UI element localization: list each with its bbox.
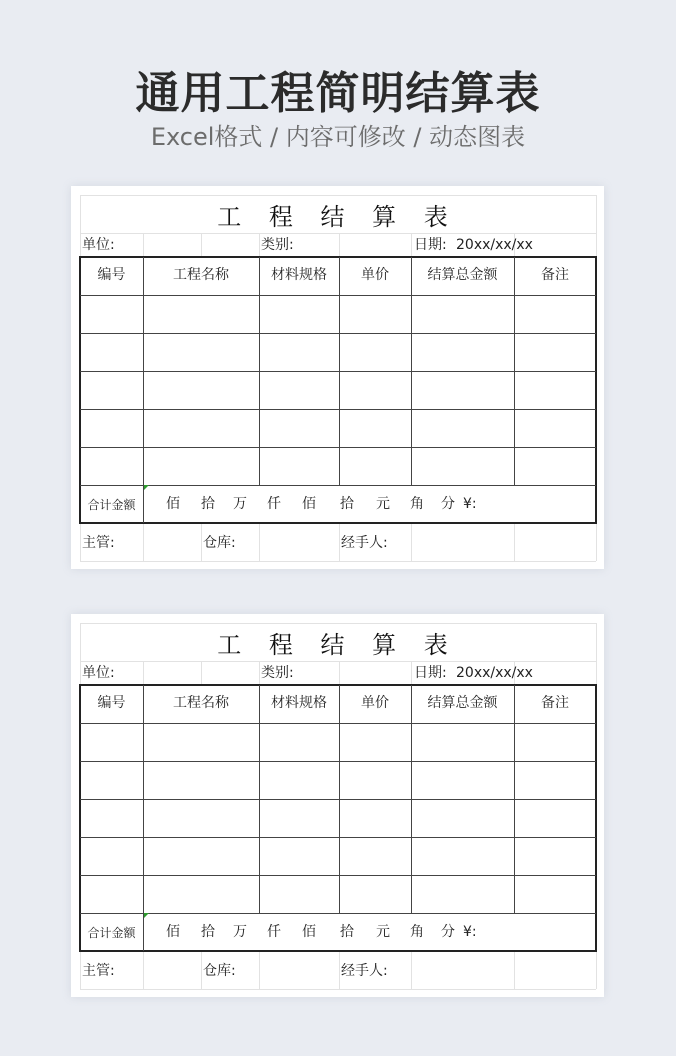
table-cell[interactable]	[412, 762, 514, 799]
table-cell[interactable]	[412, 334, 514, 371]
table-cell[interactable]	[144, 762, 259, 799]
table-row-line	[80, 913, 596, 914]
amount-unit: 佰	[166, 496, 180, 512]
table-cell[interactable]	[81, 372, 143, 409]
table-cell[interactable]	[144, 296, 259, 333]
table-cell[interactable]	[81, 762, 143, 799]
warehouse-label: 仓库:	[203, 963, 236, 979]
total-label: 合计金额	[87, 498, 136, 512]
table-cell[interactable]	[412, 724, 514, 761]
grid-line	[411, 951, 412, 989]
supervisor-label: 主管:	[82, 963, 115, 979]
amount-unit: 仟	[267, 924, 281, 940]
grid-line	[143, 233, 144, 257]
cell-comment-marker	[144, 485, 149, 490]
cell-comment-marker	[144, 913, 149, 918]
table-cell[interactable]	[515, 762, 596, 799]
category-label: 类别:	[261, 665, 294, 681]
category-label: 类别:	[261, 237, 294, 253]
unit-label: 单位:	[82, 665, 115, 681]
table-cell[interactable]	[144, 800, 259, 837]
supervisor-label: 主管:	[82, 535, 115, 551]
table-cell[interactable]	[412, 876, 514, 913]
table-cell[interactable]	[81, 296, 143, 333]
table-cell[interactable]	[144, 448, 259, 485]
table-cell[interactable]	[260, 762, 339, 799]
column-header: 单价	[361, 267, 389, 283]
table-cell[interactable]	[515, 372, 596, 409]
table-cell[interactable]	[515, 876, 596, 913]
table-cell[interactable]	[81, 410, 143, 447]
grid-line	[201, 951, 202, 989]
total-label: 合计金额	[87, 926, 136, 940]
grid-line	[411, 523, 412, 561]
table-cell[interactable]	[340, 724, 411, 761]
table-cell[interactable]	[260, 724, 339, 761]
table-cell[interactable]	[412, 448, 514, 485]
amount-unit: 元	[376, 924, 390, 940]
table-cell[interactable]	[81, 876, 143, 913]
table-col-line	[143, 485, 144, 523]
grid-line	[411, 233, 412, 257]
amount-unit: 元	[376, 496, 390, 512]
grid-line	[201, 233, 202, 257]
sheet-title: 工 程 结 算 表	[217, 631, 458, 659]
table-cell[interactable]	[340, 448, 411, 485]
column-header: 工程名称	[173, 695, 229, 711]
table-cell[interactable]	[144, 838, 259, 875]
grid-line	[143, 523, 144, 561]
table-cell[interactable]	[515, 838, 596, 875]
table-cell[interactable]	[144, 334, 259, 371]
table-cell[interactable]	[144, 724, 259, 761]
grid-line	[80, 989, 596, 990]
settlement-sheet-1	[71, 186, 604, 569]
grid-line	[80, 661, 596, 662]
table-cell[interactable]	[340, 800, 411, 837]
table-row-line	[80, 485, 596, 486]
table-cell[interactable]	[340, 334, 411, 371]
amount-unit: 万	[233, 496, 247, 512]
table-cell[interactable]	[81, 838, 143, 875]
amount-unit: 佰	[166, 924, 180, 940]
table-cell[interactable]	[144, 372, 259, 409]
table-cell[interactable]	[144, 410, 259, 447]
column-header: 结算总金额	[427, 695, 498, 711]
amount-unit: 佰	[302, 496, 316, 512]
amount-unit: 分	[441, 496, 455, 512]
table-cell[interactable]	[340, 762, 411, 799]
column-header: 备注	[541, 695, 569, 711]
table-cell[interactable]	[144, 876, 259, 913]
currency-label: ¥:	[463, 924, 477, 940]
table-cell[interactable]	[515, 724, 596, 761]
grid-line	[259, 951, 260, 989]
currency-label: ¥:	[463, 496, 477, 512]
table-cell[interactable]	[81, 724, 143, 761]
table-cell[interactable]	[515, 800, 596, 837]
amount-unit: 拾	[201, 924, 215, 940]
grid-line	[143, 661, 144, 685]
grid-line	[514, 951, 515, 989]
amount-unit: 拾	[201, 496, 215, 512]
amount-unit: 拾	[340, 924, 354, 940]
grid-line	[259, 523, 260, 561]
handler-label: 经手人:	[341, 963, 388, 979]
table-cell[interactable]	[260, 448, 339, 485]
page-title: 通用工程简明结算表	[135, 68, 541, 119]
grid-line	[339, 233, 340, 257]
table-cell[interactable]	[260, 876, 339, 913]
grid-line	[80, 233, 596, 234]
table-cell[interactable]	[412, 296, 514, 333]
grid-line	[339, 951, 340, 989]
table-cell[interactable]	[260, 838, 339, 875]
date-label: 日期:	[414, 237, 447, 253]
column-header: 备注	[541, 267, 569, 283]
table-border-bottom	[80, 950, 597, 952]
grid-line	[339, 523, 340, 561]
table-cell[interactable]	[81, 800, 143, 837]
table-cell[interactable]	[260, 334, 339, 371]
grid-line	[80, 623, 596, 624]
amount-unit: 拾	[340, 496, 354, 512]
table-cell[interactable]	[515, 334, 596, 371]
amount-unit: 角	[410, 496, 424, 512]
grid-line	[143, 951, 144, 989]
grid-line	[80, 195, 596, 196]
unit-label: 单位:	[82, 237, 115, 253]
table-cell[interactable]	[260, 410, 339, 447]
table-cell[interactable]	[340, 410, 411, 447]
date-label: 日期:	[414, 665, 447, 681]
date-value: 20xx/xx/xx	[456, 237, 533, 253]
amount-unit: 万	[233, 924, 247, 940]
amount-unit: 角	[410, 924, 424, 940]
amount-unit: 分	[441, 924, 455, 940]
table-cell[interactable]	[515, 410, 596, 447]
settlement-sheet-2	[71, 614, 604, 997]
grid-line	[80, 561, 596, 562]
grid-line	[411, 661, 412, 685]
table-cell[interactable]	[412, 800, 514, 837]
amount-unit: 仟	[267, 496, 281, 512]
sheet-title: 工 程 结 算 表	[217, 203, 458, 231]
table-cell[interactable]	[515, 296, 596, 333]
table-cell[interactable]	[340, 838, 411, 875]
table-cell[interactable]	[260, 372, 339, 409]
grid-line	[339, 661, 340, 685]
table-cell[interactable]	[515, 448, 596, 485]
grid-line	[259, 233, 260, 257]
table-border-bottom	[80, 522, 597, 524]
column-header: 编号	[97, 695, 126, 711]
table-col-line	[143, 913, 144, 951]
column-header: 材料规格	[271, 695, 327, 711]
warehouse-label: 仓库:	[203, 535, 236, 551]
page-subtitle: Excel格式 / 内容可修改 / 动态图表	[150, 123, 526, 151]
column-header: 编号	[97, 267, 126, 283]
table-cell[interactable]	[412, 410, 514, 447]
grid-line	[514, 523, 515, 561]
column-header: 单价	[361, 695, 389, 711]
amount-unit: 佰	[302, 924, 316, 940]
table-cell[interactable]	[260, 800, 339, 837]
table-cell[interactable]	[340, 372, 411, 409]
table-cell[interactable]	[412, 838, 514, 875]
grid-line	[201, 661, 202, 685]
table-cell[interactable]	[340, 876, 411, 913]
table-cell[interactable]	[260, 296, 339, 333]
table-cell[interactable]	[81, 334, 143, 371]
handler-label: 经手人:	[341, 535, 388, 551]
column-header: 工程名称	[173, 267, 229, 283]
table-cell[interactable]	[81, 448, 143, 485]
column-header: 材料规格	[271, 267, 327, 283]
table-cell[interactable]	[412, 372, 514, 409]
grid-line	[259, 661, 260, 685]
column-header: 结算总金额	[427, 267, 498, 283]
date-value: 20xx/xx/xx	[456, 665, 533, 681]
grid-line	[201, 523, 202, 561]
table-cell[interactable]	[340, 296, 411, 333]
